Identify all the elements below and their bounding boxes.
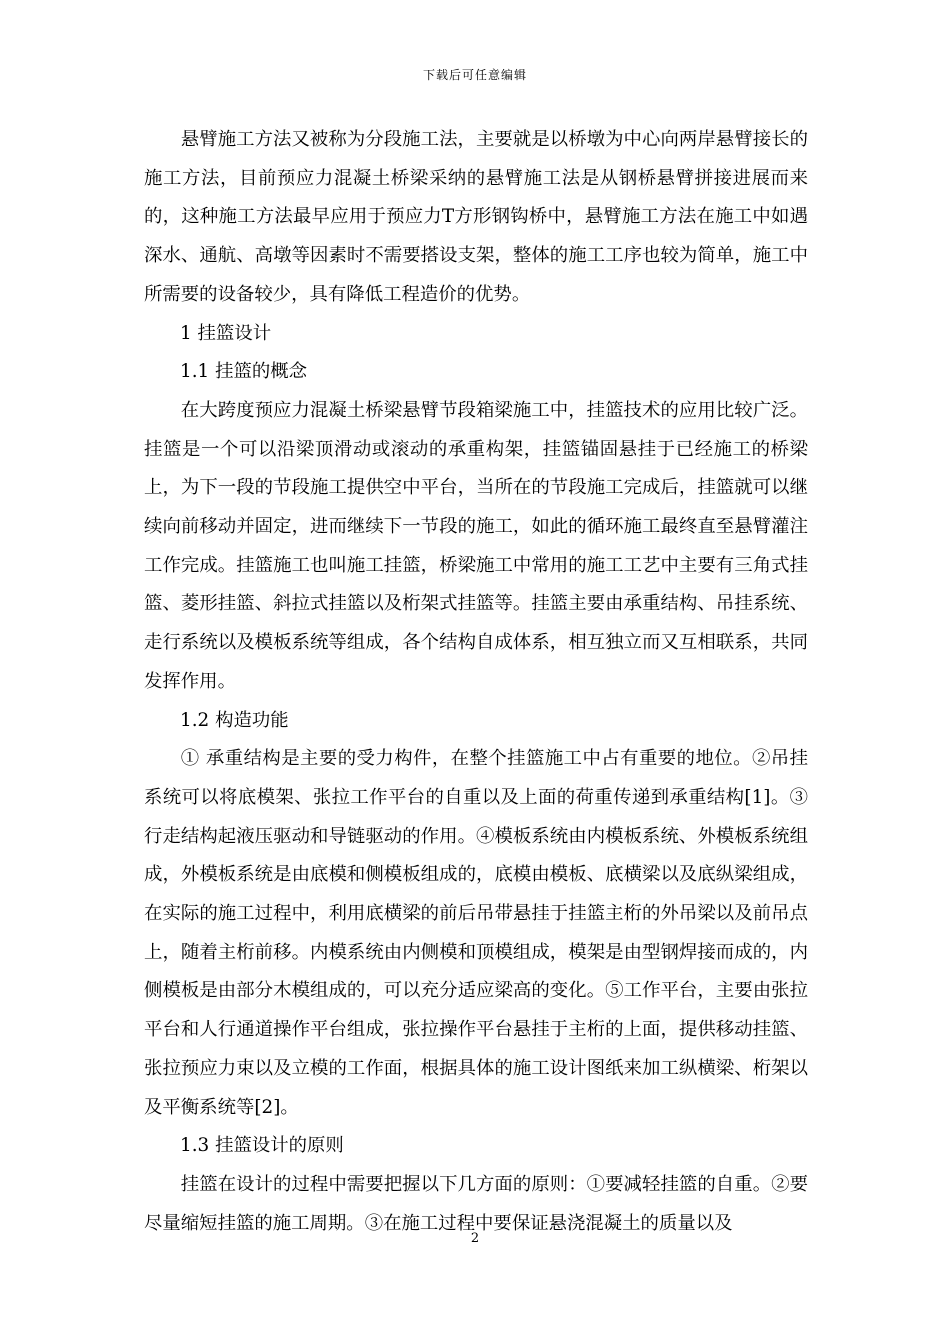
section-heading-1-3: 1.3 挂篮设计的原则 [180,1135,344,1157]
paragraph-design-principles: 挂篮在设计的过程中需要把握以下几方面的原则：①要减轻挂篮的自重。②要尽量缩短挂篮的施工周期。③在施工过程中要保证悬浇混凝土的质量以及 [144,1173,808,1234]
section-heading-1: 1 挂篮设计 [180,322,272,344]
paragraph-intro: 悬臂施工方法又被称为分段施工法，主要就是以桥墩为中心向两岸悬臂接长的施工方法，目前预应力混凝土桥梁采纳的悬臂施工法是从钢桥悬臂拼接进展而来的，这种施工方法最早应用于预应力T方形钢钩桥中，悬臂施工方法在施工中如遇深水、通航、高墩等因素时不需要搭设支架，整体的施工工序也较为简单，施工中所需要的设备较少，具有降低工程造价的优势。 [144,129,808,305]
document-body [144,121,808,1243]
section-heading-1-2: 1.2 构造功能 [180,709,289,731]
paragraph-structure-function: ① 承重结构是主要的受力构件，在整个挂篮施工中占有重要的地位。②吊挂系统可以将底模架、张拉工作平台的自重以及上面的荷重传递到承重结构[1]。③行走结构起液压驱动和导链驱动的作用。④模板系统由内模板系统、外模板系统组成，外模板系统是由底模和侧模板组成的，底模由模板、底横梁以及底纵梁组成，在实际的施工过程中，利用底横梁的前后吊带悬挂于挂篮主桁的外吊梁以及前吊点上，随着主桁前移。内模系统由内侧模和顶模组成，模架是由型钢焊接而成的，内侧模板是由部分木模组成的，可以充分适应梁高的变化。⑤工作平台，主要由张拉平台和人行通道操作平台组成，张拉操作平台悬挂于主桁的上面，提供移动挂篮、张拉预应力束以及立模的工作面，根据具体的施工设计图纸来加工纵横梁、桁架以及平衡系统等[2]。 [144,748,808,1118]
page-number: 2 [470,1231,480,1246]
header-note: 下载后可任意编辑 [422,68,527,82]
section-heading-1-1: 1.1 挂篮的概念 [180,361,308,383]
paragraph-concept: 在大跨度预应力混凝土桥梁悬臂节段箱梁施工中，挂篮技术的应用比较广泛。挂篮是一个可以沿梁顶滑动或滚动的承重构架，挂篮锚固悬挂于已经施工的桥梁上，为下一段的节段施工提供空中平台，当所在的节段施工完成后，挂篮就可以继续向前移动并固定，进而继续下一节段的施工，如此的循环施工最终直至悬臂灌注工作完成。挂篮施工也叫施工挂篮，桥梁施工中常用的施工工艺中主要有三角式挂篮、菱形挂篮、斜拉式挂篮以及桁架式挂篮等。挂篮主要由承重结构、吊挂系统、走行系统以及模板系统等组成，各个结构自成体系，相互独立而又互相联系，共同发挥作用。 [144,399,808,692]
